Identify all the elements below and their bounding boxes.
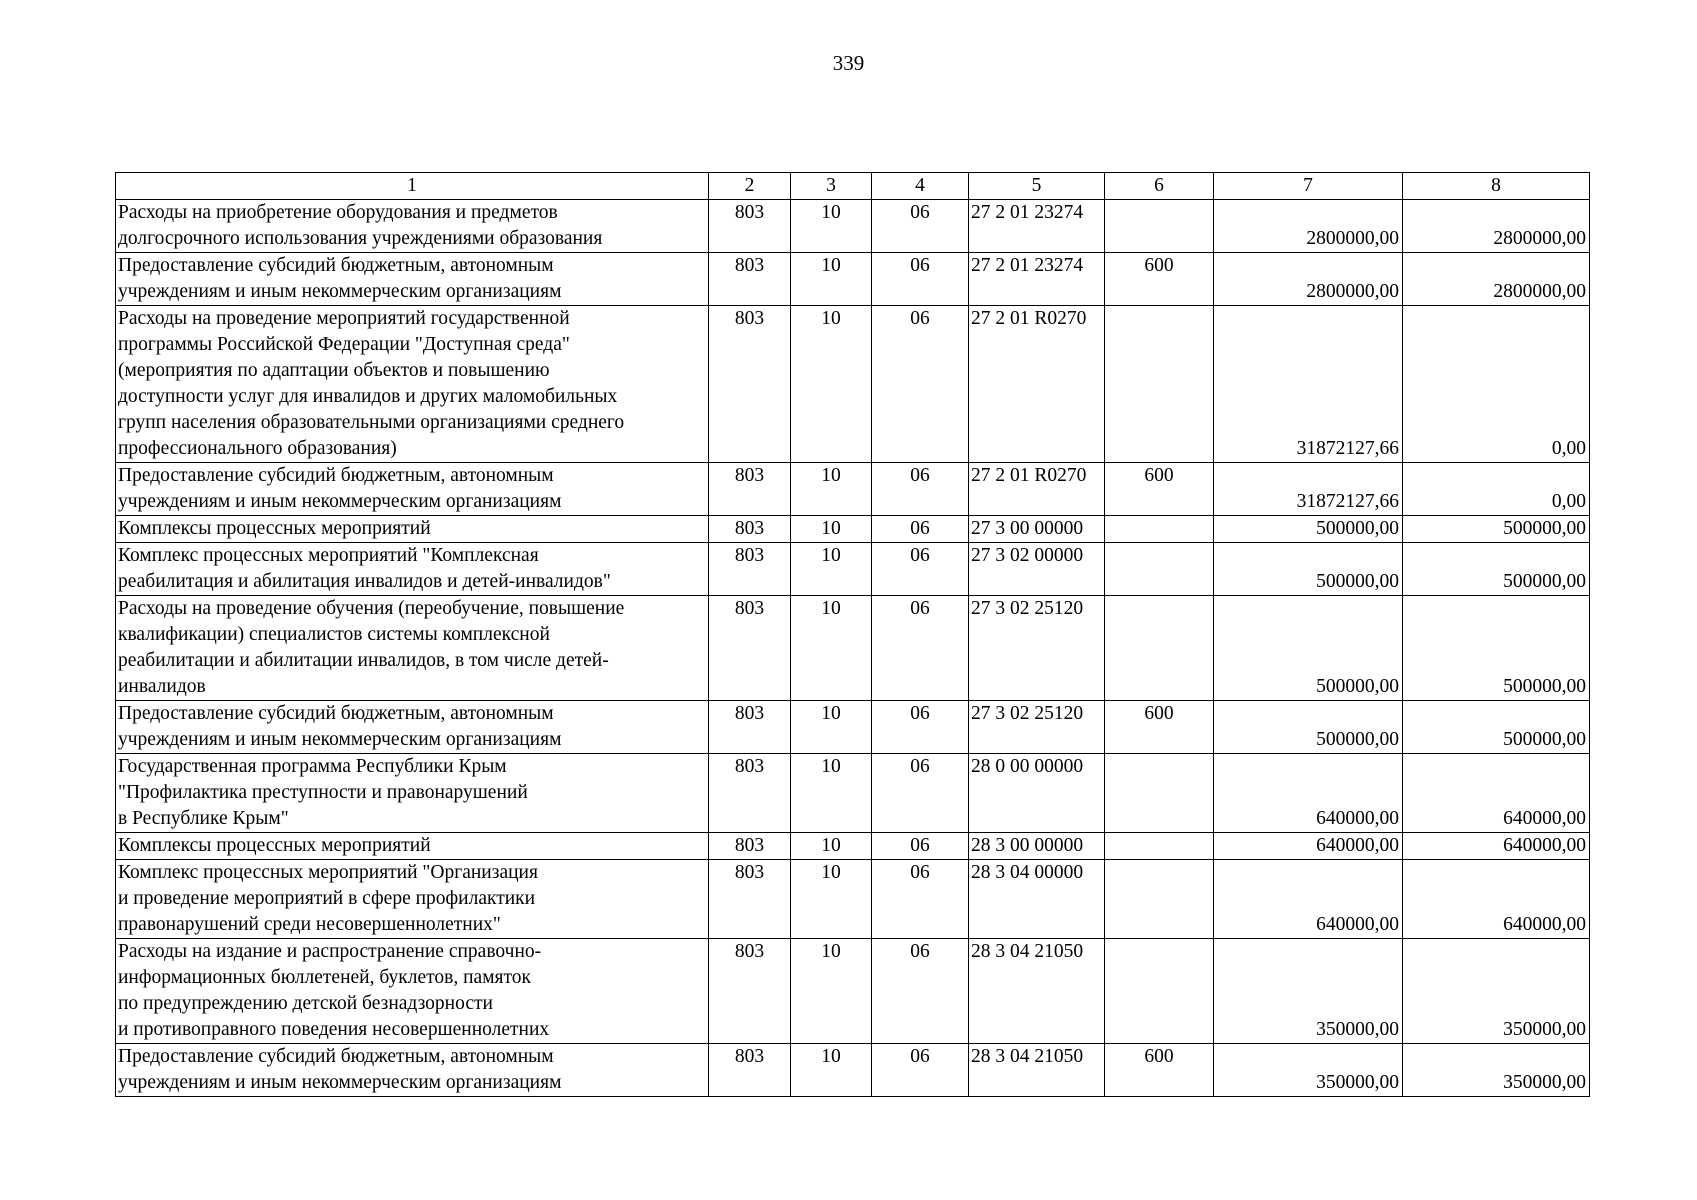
cell-col-4: 06	[872, 463, 969, 516]
page-number: 339	[832, 51, 865, 75]
cell-col-6	[1105, 754, 1214, 833]
table-row	[116, 833, 1590, 860]
cell-col-2: 803	[709, 701, 791, 754]
cell-col-7: 500000,00	[1214, 596, 1403, 701]
row-description: Комплекс процессных мероприятий "Комплексная реабилитация и абилитация инвалидов и детей-инвалидов"	[116, 543, 709, 596]
cell-col-3: 10	[791, 596, 872, 701]
cell-col-6: 600	[1105, 701, 1214, 754]
cell-col-6	[1105, 860, 1214, 939]
cell-col-2: 803	[709, 463, 791, 516]
row-description: Расходы на проведение мероприятий государственной программы Российской Федерации "Доступная среда" (мероприятия по адаптации объектов и повышению доступности услуг для инвалидов и других маломобильных групп населения образовательными организациями среднего профессионального образования)	[116, 306, 709, 463]
cell-col-5: 28 3 00 00000	[969, 833, 1105, 860]
cell-col-7: 350000,00	[1214, 939, 1403, 1044]
cell-col-3: 10	[791, 543, 872, 596]
cell-col-4: 06	[872, 833, 969, 860]
cell-col-8: 2800000,00	[1403, 200, 1590, 253]
cell-col-2: 803	[709, 543, 791, 596]
row-description: Расходы на приобретение оборудования и предметов долгосрочного использования учреждениями образования	[116, 200, 709, 253]
table-row	[116, 543, 1590, 596]
cell-col-8: 2800000,00	[1403, 253, 1590, 306]
cell-col-8: 500000,00	[1403, 543, 1590, 596]
cell-col-8: 0,00	[1403, 306, 1590, 463]
table-row	[116, 1044, 1590, 1097]
header-cell: 5	[969, 173, 1105, 200]
row-description: Комплексы процессных мероприятий	[116, 516, 709, 543]
cell-col-5: 27 3 02 25120	[969, 701, 1105, 754]
row-description: Предоставление субсидий бюджетным, автономным учреждениям и иным некоммерческим организациям	[116, 701, 709, 754]
cell-col-7: 2800000,00	[1214, 253, 1403, 306]
cell-col-7: 31872127,66	[1214, 306, 1403, 463]
cell-col-6	[1105, 596, 1214, 701]
row-description: Расходы на проведение обучения (переобучение, повышение квалификации) специалистов системы комплексной реабилитации и абилитации инвалидов, в том числе детей- инвалидов	[116, 596, 709, 701]
cell-col-5: 27 3 00 00000	[969, 516, 1105, 543]
table-row	[116, 754, 1590, 833]
cell-col-2: 803	[709, 306, 791, 463]
cell-col-3: 10	[791, 860, 872, 939]
cell-col-4: 06	[872, 306, 969, 463]
row-description: Предоставление субсидий бюджетным, автономным учреждениям и иным некоммерческим организациям	[116, 1044, 709, 1097]
cell-col-5: 27 2 01 R0270	[969, 463, 1105, 516]
cell-col-7: 31872127,66	[1214, 463, 1403, 516]
table-row	[116, 860, 1590, 939]
cell-col-4: 06	[872, 754, 969, 833]
cell-col-3: 10	[791, 833, 872, 860]
cell-col-6	[1105, 543, 1214, 596]
cell-col-4: 06	[872, 253, 969, 306]
cell-col-6: 600	[1105, 253, 1214, 306]
cell-col-8: 640000,00	[1403, 754, 1590, 833]
table-row	[116, 253, 1590, 306]
cell-col-3: 10	[791, 516, 872, 543]
cell-col-3: 10	[791, 200, 872, 253]
cell-col-3: 10	[791, 939, 872, 1044]
header-cell: 6	[1105, 173, 1214, 200]
row-description: Комплексы процессных мероприятий	[116, 833, 709, 860]
cell-col-5: 28 3 04 21050	[969, 1044, 1105, 1097]
table-row	[116, 701, 1590, 754]
header-cell: 4	[872, 173, 969, 200]
cell-col-7: 350000,00	[1214, 1044, 1403, 1097]
cell-col-5: 27 2 01 R0270	[969, 306, 1105, 463]
cell-col-5: 27 3 02 00000	[969, 543, 1105, 596]
cell-col-4: 06	[872, 701, 969, 754]
cell-col-8: 500000,00	[1403, 516, 1590, 543]
header-cell: 3	[791, 173, 872, 200]
cell-col-8: 640000,00	[1403, 833, 1590, 860]
cell-col-3: 10	[791, 1044, 872, 1097]
cell-col-8: 350000,00	[1403, 1044, 1590, 1097]
cell-col-5: 28 3 04 00000	[969, 860, 1105, 939]
cell-col-8: 500000,00	[1403, 596, 1590, 701]
cell-col-2: 803	[709, 754, 791, 833]
cell-col-2: 803	[709, 833, 791, 860]
cell-col-2: 803	[709, 516, 791, 543]
cell-col-6: 600	[1105, 463, 1214, 516]
cell-col-2: 803	[709, 200, 791, 253]
cell-col-4: 06	[872, 200, 969, 253]
cell-col-8: 0,00	[1403, 463, 1590, 516]
cell-col-3: 10	[791, 701, 872, 754]
table-row	[116, 463, 1590, 516]
header-cell: 2	[709, 173, 791, 200]
cell-col-3: 10	[791, 463, 872, 516]
cell-col-5: 28 3 04 21050	[969, 939, 1105, 1044]
cell-col-4: 06	[872, 1044, 969, 1097]
cell-col-6	[1105, 516, 1214, 543]
cell-col-5: 27 2 01 23274	[969, 253, 1105, 306]
table-row	[116, 516, 1590, 543]
cell-col-4: 06	[872, 596, 969, 701]
cell-col-3: 10	[791, 754, 872, 833]
table-row	[116, 306, 1590, 463]
header-cell: 7	[1214, 173, 1403, 200]
cell-col-6	[1105, 833, 1214, 860]
row-description: Расходы на издание и распространение справочно- информационных бюллетеней, буклетов, памяток по предупреждению детской безнадзорности и противоправного поведения несовершеннолетних	[116, 939, 709, 1044]
row-description: Комплекс процессных мероприятий "Организация и проведение мероприятий в сфере профилактики правонарушений среди несовершеннолетних"	[116, 860, 709, 939]
table-body	[116, 173, 1590, 1097]
header-cell: 8	[1403, 173, 1590, 200]
table-row	[116, 939, 1590, 1044]
header-cell: 1	[116, 173, 709, 200]
table-row	[116, 200, 1590, 253]
budget-table	[115, 172, 1590, 1097]
table-row	[116, 596, 1590, 701]
header-row	[116, 173, 1590, 200]
cell-col-6: 600	[1105, 1044, 1214, 1097]
cell-col-7: 640000,00	[1214, 860, 1403, 939]
cell-col-4: 06	[872, 516, 969, 543]
cell-col-4: 06	[872, 939, 969, 1044]
cell-col-2: 803	[709, 253, 791, 306]
cell-col-2: 803	[709, 939, 791, 1044]
cell-col-5: 28 0 00 00000	[969, 754, 1105, 833]
cell-col-7: 2800000,00	[1214, 200, 1403, 253]
cell-col-8: 640000,00	[1403, 860, 1590, 939]
cell-col-2: 803	[709, 860, 791, 939]
cell-col-8: 500000,00	[1403, 701, 1590, 754]
row-description: Государственная программа Республики Крым "Профилактика преступности и правонарушений в Республике Крым"	[116, 754, 709, 833]
cell-col-7: 500000,00	[1214, 543, 1403, 596]
cell-col-5: 27 2 01 23274	[969, 200, 1105, 253]
cell-col-6	[1105, 939, 1214, 1044]
cell-col-7: 500000,00	[1214, 516, 1403, 543]
cell-col-8: 350000,00	[1403, 939, 1590, 1044]
cell-col-3: 10	[791, 253, 872, 306]
cell-col-2: 803	[709, 596, 791, 701]
cell-col-4: 06	[872, 860, 969, 939]
cell-col-3: 10	[791, 306, 872, 463]
cell-col-6	[1105, 200, 1214, 253]
cell-col-7: 640000,00	[1214, 754, 1403, 833]
cell-col-4: 06	[872, 543, 969, 596]
cell-col-7: 640000,00	[1214, 833, 1403, 860]
cell-col-6	[1105, 306, 1214, 463]
cell-col-7: 500000,00	[1214, 701, 1403, 754]
row-description: Предоставление субсидий бюджетным, автономным учреждениям и иным некоммерческим организациям	[116, 253, 709, 306]
cell-col-5: 27 3 02 25120	[969, 596, 1105, 701]
row-description: Предоставление субсидий бюджетным, автономным учреждениям и иным некоммерческим организациям	[116, 463, 709, 516]
cell-col-2: 803	[709, 1044, 791, 1097]
